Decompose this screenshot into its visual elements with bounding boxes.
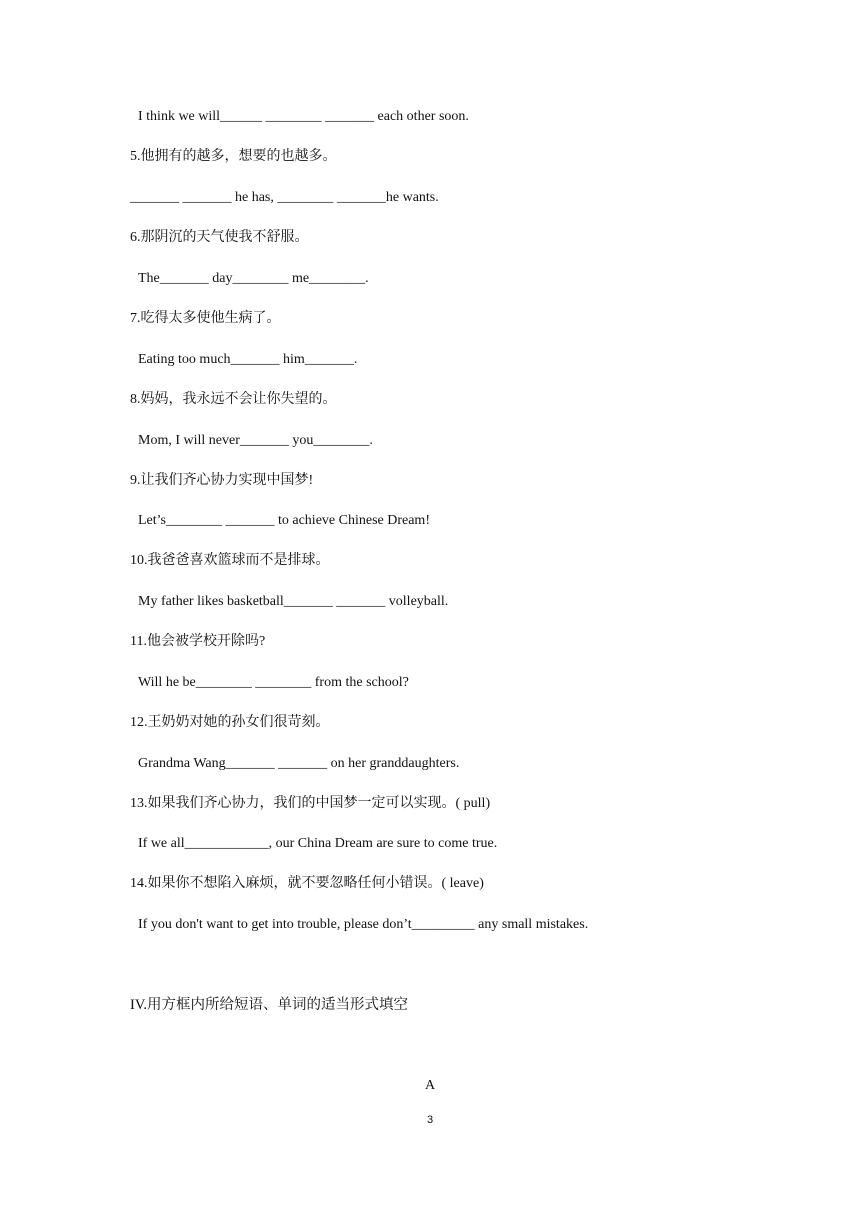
question-14: 14.如果你不想陷入麻烦，就不要忽略任何小错误。( leave)	[130, 876, 484, 891]
answer-line-4: I think we will______ ________ _______ each other soon.	[138, 109, 469, 124]
answer-line-14: If you don't want to get into trouble, please don’t_________ any small mistakes.	[138, 917, 589, 932]
question-6: 6.那阴沉的天气使我不舒服。	[130, 230, 309, 245]
question-13: 13.如果我们齐心协力，我们的中国梦一定可以实现。( pull)	[130, 796, 491, 811]
question-11: 11.他会被学校开除吗?	[130, 634, 266, 649]
answer-line-11: Will he be________ ________ from the school?	[138, 675, 409, 690]
answer-line-6: The_______ day________ me________.	[138, 271, 369, 286]
answer-line-7: Eating too much_______ him_______.	[138, 352, 358, 367]
question-8: 8.妈妈，我永远不会让你失望的。	[130, 392, 337, 407]
page-number: 3	[426, 1114, 434, 1126]
answer-line-13: If we all____________, our China Dream are sure to come true.	[138, 836, 498, 851]
answer-line-9: Let’s________ _______ to achieve Chinese Dream!	[138, 513, 430, 528]
question-7: 7.吃得太多使他生病了。	[130, 311, 281, 326]
answer-line-10: My father likes basketball_______ _______ volleyball.	[138, 594, 449, 609]
question-10: 10.我爸爸喜欢篮球而不是排球。	[130, 553, 330, 568]
answer-line-12: Grandma Wang_______ _______ on her granddaughters.	[138, 756, 460, 771]
question-12: 12.王奶奶对她的孙女们很苛刻。	[130, 715, 330, 730]
question-9: 9.让我们齐心协力实现中国梦!	[130, 473, 314, 488]
answer-line-5: _______ _______ he has, ________ _______he wants.	[130, 190, 439, 205]
box-label: A	[424, 1078, 436, 1093]
answer-line-8: Mom, I will never_______ you________.	[138, 433, 373, 448]
section-heading: IV.用方框内所给短语、单词的适当形式填空	[130, 997, 409, 1013]
question-5: 5.他拥有的越多，想要的也越多。	[130, 149, 337, 164]
